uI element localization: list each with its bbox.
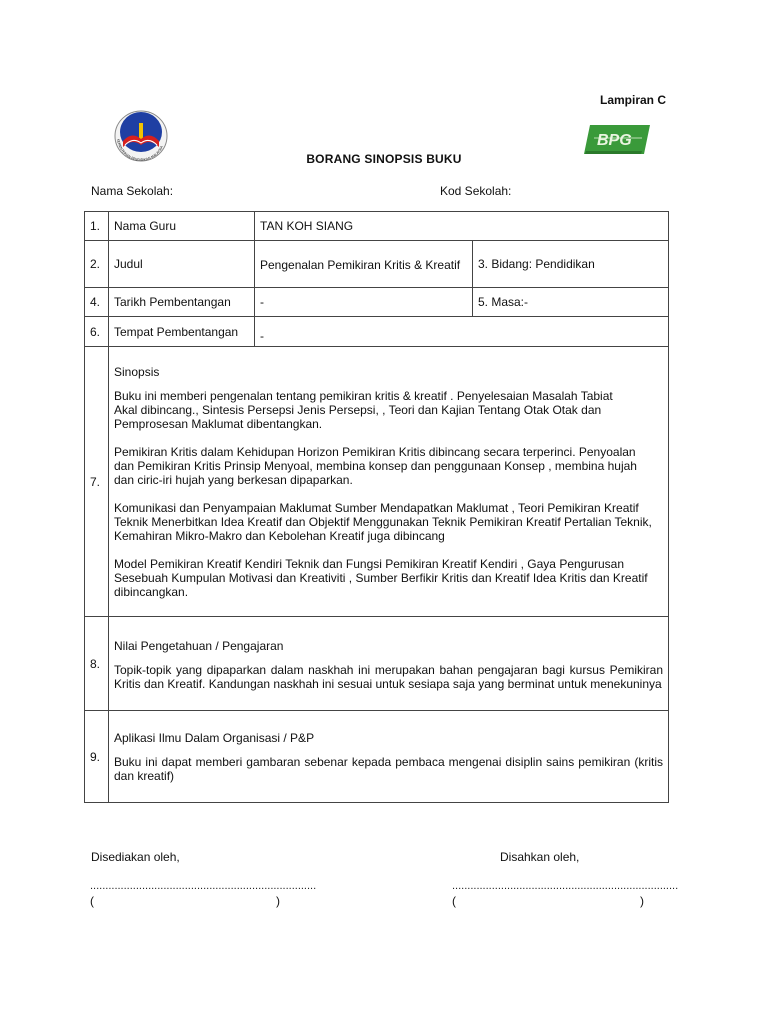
row-label: Tarikh Pembentangan (109, 288, 255, 317)
tarikh-value: - (255, 288, 473, 317)
row-number: 2. (85, 241, 109, 288)
nilai-cell (109, 617, 669, 711)
nilai-text: Topik-topik yang dipaparkan dalam naskhah ini merupakan bahan pengajaran bagi kursus Pemikiran Kritis dan Kreatif. Kandungan naskhah ini sesuai untuk sesiapa saja yang berminat untuk menekuninya (114, 662, 663, 691)
aplikasi-cell (109, 711, 669, 803)
disediakan-label: Disediakan oleh, (91, 850, 180, 864)
lampiran-label: Lampiran C (600, 93, 667, 107)
prepared-open-paren: ( (90, 894, 94, 908)
aplikasi-text: Buku ini dapat memberi gambaran sebenar kepada pembaca mengenai disiplin sains pemikiran (kritis dan kreatif) (114, 754, 663, 783)
row-number: 4. (85, 288, 109, 317)
row-label: Judul (109, 241, 255, 288)
synopsis-form-table (84, 211, 669, 803)
prepared-close-paren: ) (276, 894, 280, 908)
prepared-signature-line: .......................................................................... (90, 880, 317, 892)
approved-close-paren: ) (640, 894, 644, 908)
sinopsis-paragraph: Model Pemikiran Kreatif Kendiri Teknik dan Fungsi Pemikiran Kreatif Kendiri , Gaya Pengurusan Sesebuah Kumpulan Motivasi dan Kreativiti , Sumber Berfikir Kritis dan Kreatif Idea Kritis dan Kreatif dibincangkan. (114, 556, 648, 599)
sinopsis-label: Sinopsis (114, 364, 160, 379)
judul-value: Pengenalan Pemikiran Kritis & Kreatif (255, 241, 473, 288)
row-number: 1. (85, 212, 109, 241)
kod-sekolah-label: Kod Sekolah: (440, 184, 512, 198)
row-number: 6. (85, 317, 109, 347)
svg-text:KEMENTERIAN PENDIDIKAN MALAYSI: KEMENTERIAN PENDIDIKAN MALAYSIA (116, 138, 164, 163)
form-title: BORANG SINOPSIS BUKU (306, 152, 462, 166)
tempat-value: - (255, 317, 669, 347)
approved-signature-line: .......................................................................... (452, 880, 679, 892)
masa-value: 5. Masa:- (473, 288, 669, 317)
approved-open-paren: ( (452, 894, 456, 908)
row-tempat (85, 317, 669, 347)
nilai-label: Nilai Pengetahuan / Pengajaran (114, 638, 284, 653)
row-label: Nama Guru (109, 212, 255, 241)
row-aplikasi (85, 711, 669, 803)
disahkan-label: Disahkan oleh, (500, 850, 580, 864)
row-nama-guru (85, 212, 669, 241)
aplikasi-label: Aplikasi Ilmu Dalam Organisasi / P&P (114, 730, 315, 745)
bidang-value: 3. Bidang: Pendidikan (473, 241, 669, 288)
nama-sekolah-label: Nama Sekolah: (91, 184, 174, 198)
sinopsis-paragraph: Komunikasi dan Penyampaian Maklumat Sumber Mendapatkan Maklumat , Teori Pemikiran Kreatif Teknik Menerbitkan Idea Kreatif dan Objektif Menggunakan Teknik Pemikiran Kreatif Pertalian Teknik, Kemahiran Mikro-Makro dan Kebolehan Kreatif juga dibincang (114, 500, 652, 543)
row-nilai (85, 617, 669, 711)
sinopsis-cell (109, 347, 669, 617)
nama-guru-value: TAN KOH SIANG (255, 212, 669, 241)
row-number: 9. (85, 711, 109, 803)
row-label: Tempat Pembentangan (109, 317, 255, 347)
row-number: 7. (85, 347, 109, 617)
row-sinopsis (85, 347, 669, 617)
sinopsis-paragraph: Pemikiran Kritis dalam Kehidupan Horizon Pemikiran Kritis dibincang secara terperinci. Penyoalan dan Pemikiran Kritis Prinsip Menyoal, membina konsep dan penggunaan Konsep , membina hujah dan ciric-iri hujah yang berkesan dipaparkan. (114, 444, 637, 487)
row-number: 8. (85, 617, 109, 711)
row-judul (85, 241, 669, 288)
svg-text:BPG: BPG (597, 132, 632, 149)
sinopsis-paragraph: Buku ini memberi pengenalan tentang pemikiran kritis & kreatif . Penyelesaian Masalah Tabiat Akal dibincang., Sintesis Persepsi Jenis Persepsi, , Teori dan Kajian Tentang Otak Otak dan Pemprosesan Maklumat dibentangkan. (114, 388, 613, 431)
row-tarikh (85, 288, 669, 317)
